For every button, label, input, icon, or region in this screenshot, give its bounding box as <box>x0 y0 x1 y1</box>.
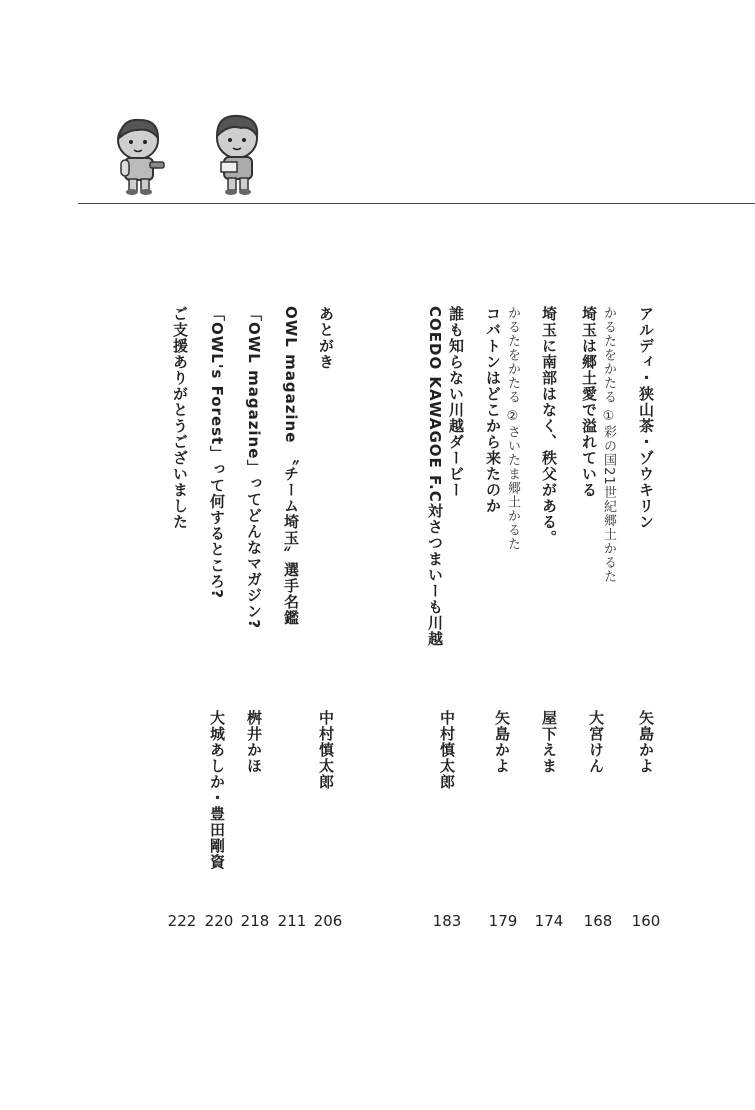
toc-author-4: 矢島かよ <box>493 710 511 774</box>
toc-page-10: 220 <box>204 912 234 930</box>
toc-page-3: 174 <box>534 912 564 930</box>
toc-page-7: 206 <box>313 912 343 930</box>
toc-page-4: 179 <box>488 912 518 930</box>
toc-author-7: 中村慎太郎 <box>317 710 335 790</box>
toc-subtitle-2: かるたをかたる ①彩の国21世紀郷土かるた <box>601 306 616 584</box>
toc-title-9[interactable]: 「OWL magazine」ってどんなマガジン? <box>245 306 263 630</box>
toc-page-2: 168 <box>583 912 613 930</box>
toc-page-8: 211 <box>277 912 307 930</box>
girl-character-icon <box>108 112 170 196</box>
toc-title-2[interactable]: 埼玉は郷土愛で溢れている <box>580 306 598 498</box>
toc-page-11: 222 <box>167 912 197 930</box>
toc-title-7[interactable]: あとがき <box>317 306 335 370</box>
toc-title-1[interactable]: アルディ・狭山茶・ゾウキリン <box>637 306 655 530</box>
toc-title-4[interactable]: コバトンはどこから来たのか <box>484 306 502 514</box>
toc-title-6[interactable]: COEDO KAWAGOE F.C対さつまいーも川越 <box>426 306 444 647</box>
toc-title-11[interactable]: ご支援ありがとうございました <box>171 306 189 530</box>
toc-title-10[interactable]: 「OWL's Forest」って何するところ? <box>208 306 226 599</box>
toc-page-9: 218 <box>240 912 270 930</box>
toc-author-3: 屋下えま <box>540 710 558 774</box>
toc-title-3[interactable]: 埼玉に南部はなく、秩父がある。 <box>540 306 558 546</box>
toc-author-2: 大宮けん <box>587 710 605 774</box>
boy-character-icon <box>205 108 267 196</box>
toc-title-8[interactable]: OWL magazine 〝チーム埼玉〟選手名鑑 <box>282 306 300 626</box>
toc-author-1: 矢島かよ <box>637 710 655 774</box>
toc-author-6: 中村慎太郎 <box>438 710 456 790</box>
toc-author-9: 桝井かほ <box>245 710 263 774</box>
header-divider <box>78 203 755 204</box>
toc-author-10: 大城あしか・豊田剛資 <box>208 710 226 870</box>
toc-subtitle-4: かるたをかたる ②さいたま郷土かるた <box>505 306 520 552</box>
toc-page-6: 183 <box>432 912 462 930</box>
toc-page-1: 160 <box>631 912 661 930</box>
toc-title-5[interactable]: 誰も知らない川越ダービー <box>447 306 465 498</box>
